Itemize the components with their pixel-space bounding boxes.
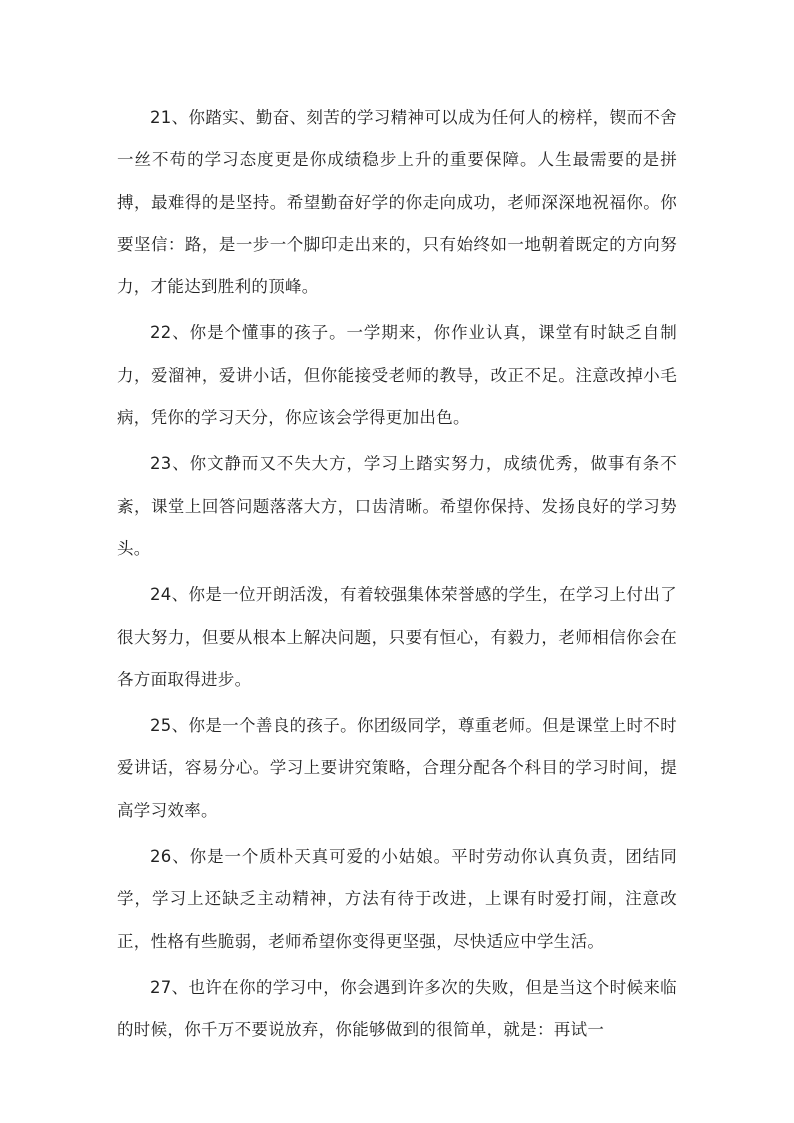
paragraph-22: 22、你是个懂事的孩子。一学期来，你作业认真，课堂有时缺乏自制力，爱溜神，爱讲小话，但你能接受老师的教导，改正不足。注意改掉小毛病，凭你的学习天分，你应该会学得更加出色。 bbox=[117, 323, 677, 428]
paragraph-25: 25、你是一个善良的孩子。你团级同学，尊重老师。但是课堂上时不时爱讲话，容易分心。学习上要讲究策略，合理分配各个科目的学习时间，提高学习效率。 bbox=[117, 716, 677, 820]
paragraph-23: 23、你文静而又不失大方，学习上踏实努力，成绩优秀，做事有条不紊，课堂上回答问题落落大方，口齿清晰。希望你保持、发扬良好的学习势头。 bbox=[117, 454, 677, 558]
document-body bbox=[117, 97, 677, 1056]
paragraph-24: 24、你是一位开朗活泼，有着较强集体荣誉感的学生，在学习上付出了很大努力，但要从根本上解决问题，只要有恒心，有毅力，老师相信你会在各方面取得进步。 bbox=[117, 585, 677, 689]
paragraph-27: 27、也许在你的学习中，你会遇到许多次的失败，但是当这个时候来临的时候，你千万不要说放弃，你能够做到的很简单，就是：再试一 bbox=[117, 977, 677, 1040]
paragraph-26: 26、你是一个质朴天真可爱的小姑娘。平时劳动你认真负责，团结同学，学习上还缺乏主动精神，方法有待于改进，上课有时爱打闹，注意改正，性格有些脆弱，老师希望你变得更坚强，尽快适应中学生活。 bbox=[117, 847, 677, 951]
paragraph-21: 21、你踏实、勤奋、刻苦的学习精神可以成为任何人的榜样，锲而不舍一丝不苟的学习态度更是你成绩稳步上升的重要保障。人生最需要的是拼搏，最难得的是坚持。希望勤奋好学的你走向成功，老师深深地祝福你。你要坚信：路，是一步一个脚印走出来的，只有始终如一地朝着既定的方向努力，才能达到胜利的顶峰。 bbox=[117, 108, 677, 297]
